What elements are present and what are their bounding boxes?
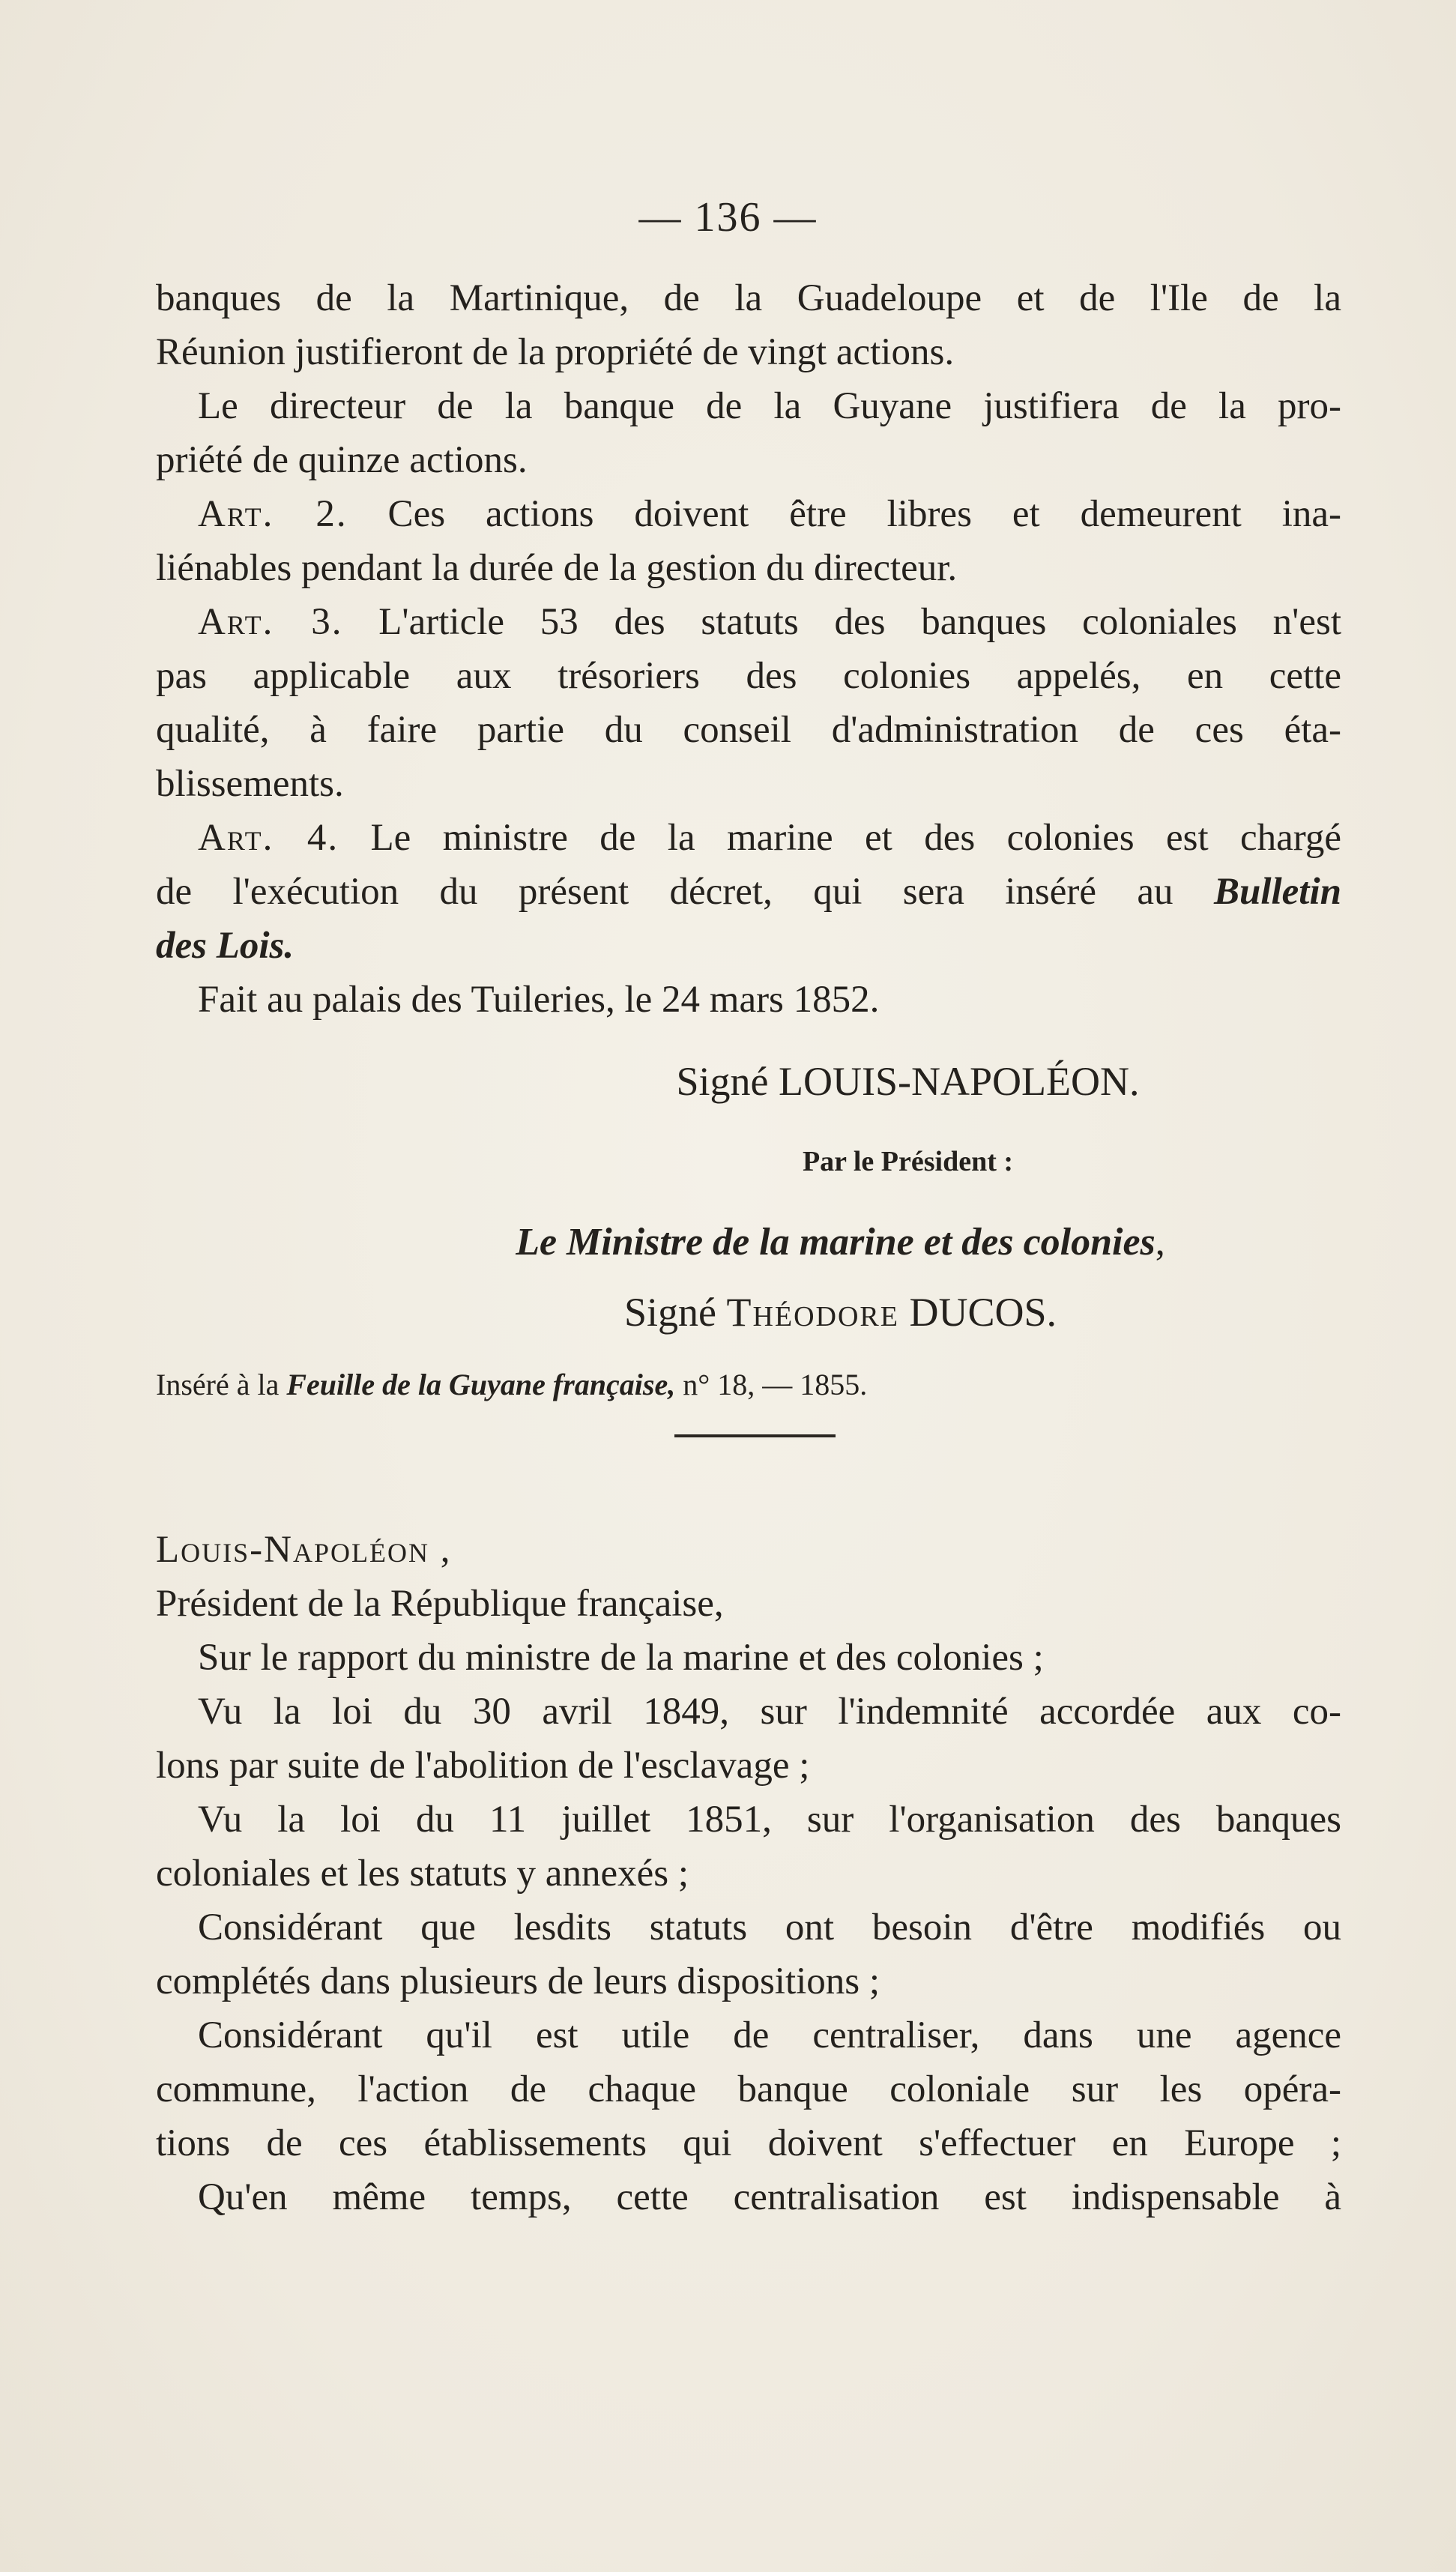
ministre-title-suffix: , [1155, 1221, 1165, 1264]
text-span: de l'exécution du présent décret, qui sera inséré au [156, 871, 1173, 913]
article-label: Art. 3. [198, 601, 343, 643]
text-line: coloniales et les statuts y annexés ; [156, 1853, 689, 1895]
text-line: Vu la loi du 30 avril 1849, sur l'indemnité accordée aux co- [198, 1691, 1341, 1733]
text-line: pas applicable aux trésoriers des colonies appelés, en cette [156, 655, 1341, 697]
section-divider [674, 1434, 836, 1437]
text-line: Le directeur de la banque de la Guyane justifiera de la pro- [198, 385, 1341, 427]
text-line: banques de la Martinique, de la Guadeloupe et de l'Ile de la [156, 277, 1341, 319]
text-line: qualité, à faire partie du conseil d'administration de ces éta- [156, 709, 1341, 751]
text-line: complétés dans plusieurs de leurs dispositions ; [156, 1960, 880, 2002]
text-span: Ces actions doivent être libres et demeurent ina- [387, 493, 1342, 535]
signe-label: Signé [623, 1290, 716, 1335]
signatory-first-name: Théodore [726, 1290, 899, 1335]
fait-line: Fait au palais des Tuileries, le 24 mars 1852. [198, 979, 880, 1021]
article-label: Art. 4. [198, 817, 339, 859]
text-line: commune, l'action de chaque banque coloniale sur les opéra- [156, 2068, 1341, 2110]
ministre-title-text: Le Ministre de la marine et des colonies [516, 1221, 1156, 1264]
insertion-suffix: n° 18, — 1855. [683, 1368, 868, 1401]
article-2-line [156, 487, 1341, 541]
second-decree [156, 1523, 1341, 2224]
signatory-name: LOUIS-NAPOLÉON. [779, 1059, 1140, 1104]
insertion-journal: Feuille de la Guyane française, [286, 1368, 676, 1401]
text-line: Considérant qu'il est utile de centraliser, dans une agence [198, 2014, 1341, 2056]
text-line: liénables pendant la durée de la gestion du directeur. [156, 547, 958, 589]
par-le-president: Par le Président : [802, 1146, 1014, 1177]
insertion-prefix: Inséré à la [156, 1368, 280, 1401]
signature-louis-napoleon [180, 1058, 1456, 1105]
text-line: Vu la loi du 11 juillet 1851, sur l'organisation des banques [198, 1799, 1341, 1841]
article-label: Art. 2. [198, 493, 348, 535]
text-line: Qu'en même temps, cette centralisation est indispensable à [198, 2176, 1341, 2218]
article-4-line [156, 811, 1341, 865]
bulletin-title: Bulletin [1213, 871, 1342, 913]
text-line: tions de ces établissements qui doivent s'effectuer en Europe ; [156, 2122, 1341, 2164]
text-line: des Lois. [156, 925, 294, 967]
text-line: Sur le rapport du ministre de la marine et des colonies ; [198, 1637, 1044, 1679]
text-line: Considérant que lesdits statuts ont besoin d'être modifiés ou [198, 1907, 1341, 1948]
ministre-title [112, 1220, 1456, 1264]
page-number: — 136 — [638, 194, 818, 241]
text-line [156, 865, 1341, 919]
text-line: blissements. [156, 763, 344, 805]
article-3-line [156, 595, 1341, 649]
text-line: Réunion justifieront de la propriété de vingt actions. [156, 331, 955, 373]
signature-ducos [112, 1289, 1456, 1335]
text-line: lons par suite de l'abolition de l'esclavage ; [156, 1745, 810, 1787]
insertion-note [156, 1358, 1341, 1412]
text-span: Le ministre de la marine et des colonies est chargé [370, 817, 1342, 859]
decree-opening: Louis-Napoléon , [156, 1529, 452, 1571]
text-line: priété de quinze actions. [156, 439, 528, 481]
signatory-name: DUCOS. [909, 1290, 1057, 1335]
text-span: L'article 53 des statuts des banques coloniales n'est [378, 601, 1342, 643]
decree-articles [156, 271, 1341, 1027]
signe-label: Signé [676, 1059, 769, 1104]
text-line: Président de la République française, [156, 1583, 724, 1625]
